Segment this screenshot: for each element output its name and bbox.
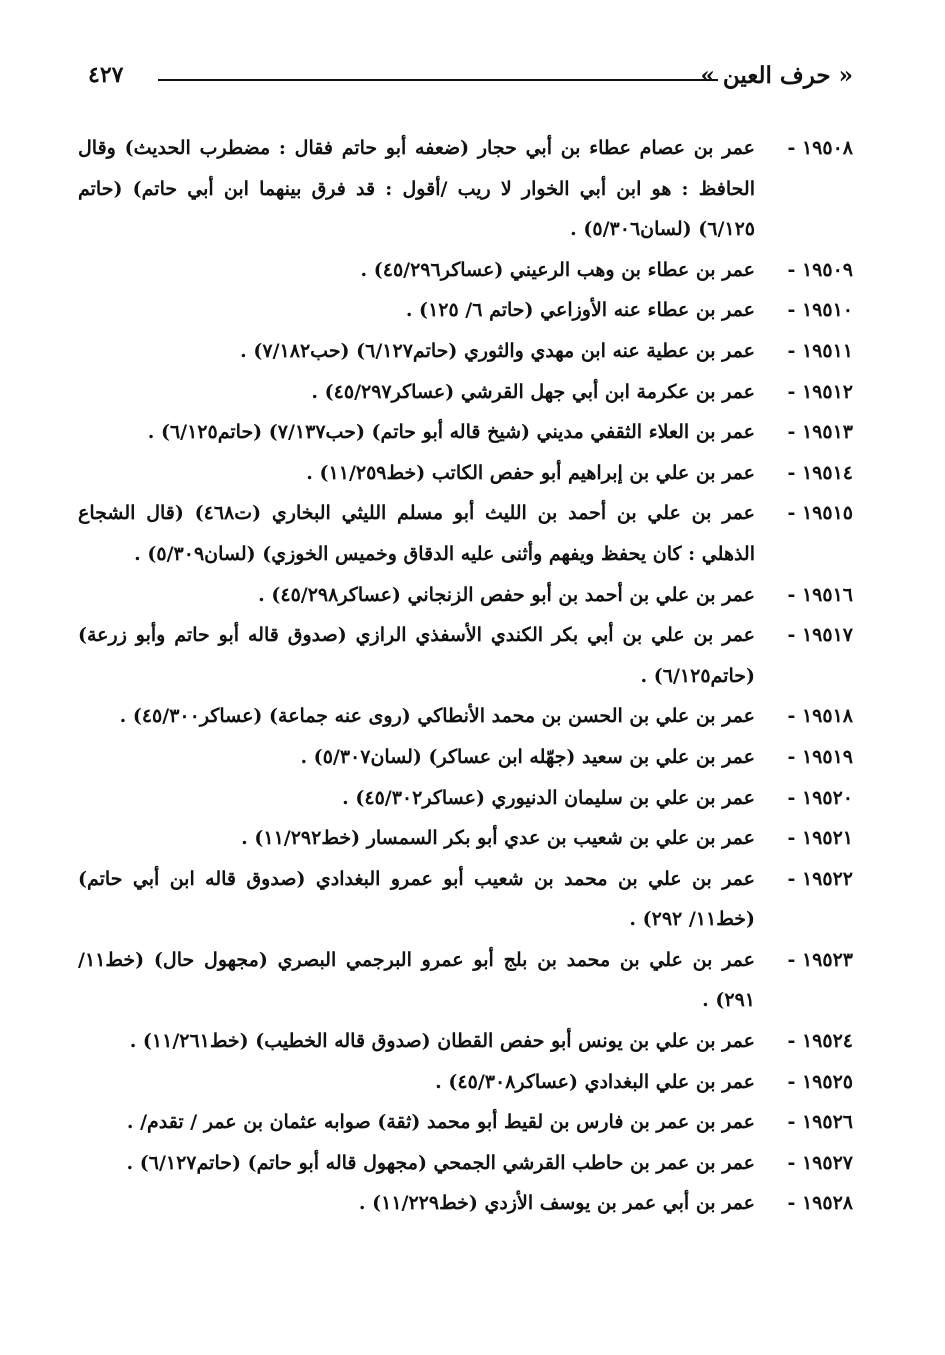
entry (78, 412, 853, 453)
entry-number: ١٩٥٢٥ - (787, 1070, 853, 1093)
entry-number: ١٩٥٢٣ - (787, 948, 853, 971)
entry-text: عمر بن علي بن يونس أبو حفص القطان (صدوق قاله الخطيب) (خط١١/٢٦١) . (129, 1030, 755, 1053)
entry (78, 778, 853, 819)
entry (78, 696, 853, 737)
entry-number: ١٩٥١٦ - (787, 583, 853, 606)
entry (78, 940, 853, 1021)
entry-text: عمر بن علي بن إبراهيم أبو حفص الكاتب (خط١١/٢٥٩) . (306, 461, 755, 484)
entry-number: ١٩٥٢٠ - (787, 786, 853, 809)
entry (78, 331, 853, 372)
entry-text: عمر بن علي بن سعيد (جهّله ابن عساكر) (لسان٥/٣٠٧) . (300, 745, 755, 768)
entry-text: عمر بن العلاء الثقفي مديني (شيخ قاله أبو حاتم) (حب٧/١٣٧) (حاتم٦/١٢٥) . (147, 421, 755, 444)
entry-number: ١٩٥١٥ - (787, 502, 853, 525)
entry-text: عمر بن علي بن محمد بن شعيب أبو عمرو البغدادي (صدوق قاله ابن أبي حاتم) (خط١١/ ٢٩٢) . (78, 867, 755, 931)
entry-number: ١٩٥٠٨ - (787, 137, 853, 159)
entry (78, 575, 853, 616)
entry-number: ١٩٥٢٨ - (787, 1192, 853, 1215)
entry-text: عمر بن علي بن سليمان الدنيوري (عساكر٤٥/٣٠٢) . (342, 786, 755, 809)
entry-number: ١٩٥١٧ - (787, 624, 853, 647)
entry-text: عمر بن عمر بن فارس بن لقيط أبو محمد (ثقة) صوابه عثمان بن عمر / تقدم/ . (126, 1111, 755, 1134)
entry (78, 737, 853, 778)
entry-number: ١٩٥٢١ - (787, 827, 853, 850)
entry-text: عمر بن عطية عنه ابن مهدي والثوري (حاتم٦/١٢٧) (حب٧/١٨٢) . (240, 339, 755, 362)
entry-number: ١٩٥٢٢ - (787, 867, 853, 890)
entry-text: عمر بن عصام عطاء بن أبي حجار (ضعفه أبو حاتم فقال : مضطرب الحديث) وقال الحافظ : هو ابن أبي الخوار لا ريب /أقول : قد فرق بينهما ابن أبي حاتم) (حاتم ٦/١٢٥) (لسان٥/٣٠٦) . (78, 137, 755, 241)
chapter-title: « حرف العين » (700, 62, 853, 89)
entry-text: عمر بن علي بن الحسن بن محمد الأنطاكي (روى عنه جماعة) (عساكر٤٥/٣٠٠) . (119, 705, 755, 728)
entry-number: ١٩٥٠٩ - (787, 258, 853, 281)
entry-number: ١٩٥٢٦ - (787, 1111, 853, 1134)
header-rule (158, 79, 718, 81)
entry-number: ١٩٥١٢ - (787, 380, 853, 403)
entry (78, 453, 853, 494)
entry (78, 859, 853, 940)
entry-number: ١٩٥٢٤ - (787, 1030, 853, 1053)
entry-text: عمر بن علي بن أبي بكر الكندي الأسفذي الرازي (صدوق قاله أبو حاتم وأبو زرعة) (حاتم٦/١٢٥) . (78, 624, 755, 687)
entry (78, 1062, 853, 1103)
entry (78, 493, 853, 574)
entry (78, 818, 853, 859)
entry-text: عمر بن علي بن أحمد بن الليث أبو مسلم الليثي البخاري (ت٤٦٨) (قال الشجاع الذهلي : كان يحفظ ويفهم وأثنى عليه الدقاق وخميس الخوزي) (لسان٥/٣٠٩) . (78, 502, 756, 565)
entry-text: عمر بن علي البغدادي (عساكر٤٥/٣٠٨) . (435, 1070, 755, 1093)
page-number: ٤٢٧ (88, 62, 124, 88)
entry-number: ١٩٥١٠ - (787, 299, 853, 322)
entry (78, 290, 853, 331)
entry-number: ١٩٥١٣ - (787, 421, 853, 444)
entry-number: ١٩٥١١ - (787, 339, 853, 362)
entry (78, 1021, 853, 1062)
entry-number: ١٩٥٢٧ - (787, 1151, 853, 1174)
entry-text: عمر بن عمر بن حاطب القرشي الجمحي (مجهول قاله أبو حاتم) (حاتم٦/١٢٧) . (126, 1151, 755, 1174)
entry (78, 615, 853, 696)
entry-text: عمر بن عطاء بن وهب الرعيني (عساكر٤٥/٢٩٦) . (360, 258, 755, 281)
entry (78, 250, 853, 291)
entry-text: عمر بن علي بن أحمد بن أبو حفص الزنجاني (عساكر٤٥/٢٩٨) . (258, 583, 755, 606)
entry-number: ١٩٥١٨ - (787, 705, 853, 728)
entry (78, 1183, 853, 1224)
entries-list (78, 128, 853, 1224)
entry-text: عمر بن علي بن شعيب بن عدي أبو بكر السمسار (خط١١/٢٩٢) . (241, 827, 755, 850)
entry (78, 1102, 853, 1143)
entry (78, 1143, 853, 1184)
entry-text: عمر بن عطاء عنه الأوزاعي (حاتم ٦/ ١٢٥) . (405, 299, 755, 322)
page-header (88, 58, 853, 98)
entry (78, 128, 853, 250)
entry-text: عمر بن عكرمة ابن أبي جهل القرشي (عساكر٤٥/٢٩٧) . (311, 380, 755, 403)
entry-text: عمر بن أبي عمر بن يوسف الأزدي (خط١١/٢٢٩) . (358, 1192, 755, 1215)
entry-number: ١٩٥١٤ - (787, 461, 853, 484)
entry-number: ١٩٥١٩ - (787, 745, 853, 768)
entry-text: عمر بن علي بن محمد بن بلج أبو عمرو البرجمي البصري (مجهول حال) (خط١١/ ٢٩١) . (78, 948, 755, 1012)
entry (78, 372, 853, 413)
